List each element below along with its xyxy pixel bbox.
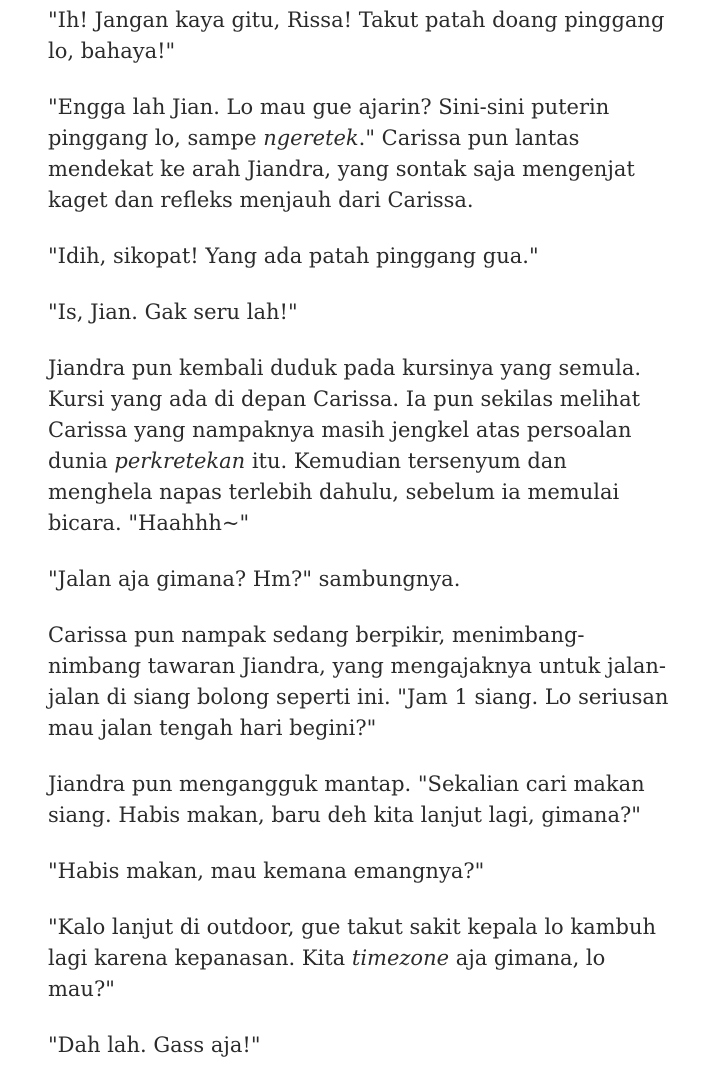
paragraph [48, 1030, 673, 1061]
paragraph [48, 912, 673, 1005]
paragraph-text: Jiandra pun mengangguk mantap. "Sekalian cari makan siang. Habis makan, baru deh kita lanjut lagi, gimana?" [48, 772, 645, 827]
story-text [48, 5, 673, 1061]
paragraph-text: Carissa pun nampak sedang berpikir, menimbang-nimbang tawaran Jiandra, yang mengajaknya untuk jalan-jalan di siang bolong seperti ini. "Jam 1 siang. Lo seriusan mau jalan tengah hari begini?" [48, 623, 669, 740]
paragraph [48, 769, 673, 831]
paragraph [48, 241, 673, 272]
paragraph [48, 297, 673, 328]
paragraph-text: "Kalo lanjut di outdoor, gue takut sakit kepala lo kambuh lagi karena kepanasan. Kita [48, 915, 657, 970]
paragraph-text: "Habis makan, mau kemana emangnya?" [48, 859, 485, 883]
paragraph-text: "Is, Jian. Gak seru lah!" [48, 300, 298, 324]
paragraph-text: "Dah lah. Gass aja!" [48, 1033, 261, 1057]
paragraph-text: Jiandra pun kembali duduk pada kursinya yang semula. Kursi yang ada di depan Carissa. Ia pun sekilas melihat Carissa yang nampaknya masih jengkel atas persoalan dunia [48, 356, 642, 473]
paragraph [48, 353, 673, 539]
paragraph-text: ." Carissa pun lantas mendekat ke arah Jiandra, yang sontak saja mengenjat kaget dan refleks menjauh dari Carissa. [48, 126, 635, 212]
paragraph [48, 856, 673, 887]
italic-word: ngeretek [263, 126, 359, 150]
italic-word: perkretekan [114, 449, 246, 473]
paragraph [48, 564, 673, 595]
paragraph [48, 620, 673, 744]
paragraph [48, 92, 673, 216]
paragraph-text: "Engga lah Jian. Lo mau gue ajarin? Sini-sini puterin pinggang lo, sampe [48, 95, 610, 150]
paragraph-text: "Idih, sikopat! Yang ada patah pinggang gua." [48, 244, 539, 268]
paragraph-text: "Jalan aja gimana? Hm?" sambungnya. [48, 567, 461, 591]
italic-word: timezone [351, 946, 450, 970]
paragraph-text: aja gimana, lo mau?" [48, 946, 606, 1001]
paragraph-text: itu. Kemudian tersenyum dan menghela napas terlebih dahulu, sebelum ia memulai bicara. "Haahhh~" [48, 449, 620, 535]
paragraph [48, 5, 673, 67]
paragraph-text: "Ih! Jangan kaya gitu, Rissa! Takut patah doang pinggang lo, bahaya!" [48, 8, 665, 63]
